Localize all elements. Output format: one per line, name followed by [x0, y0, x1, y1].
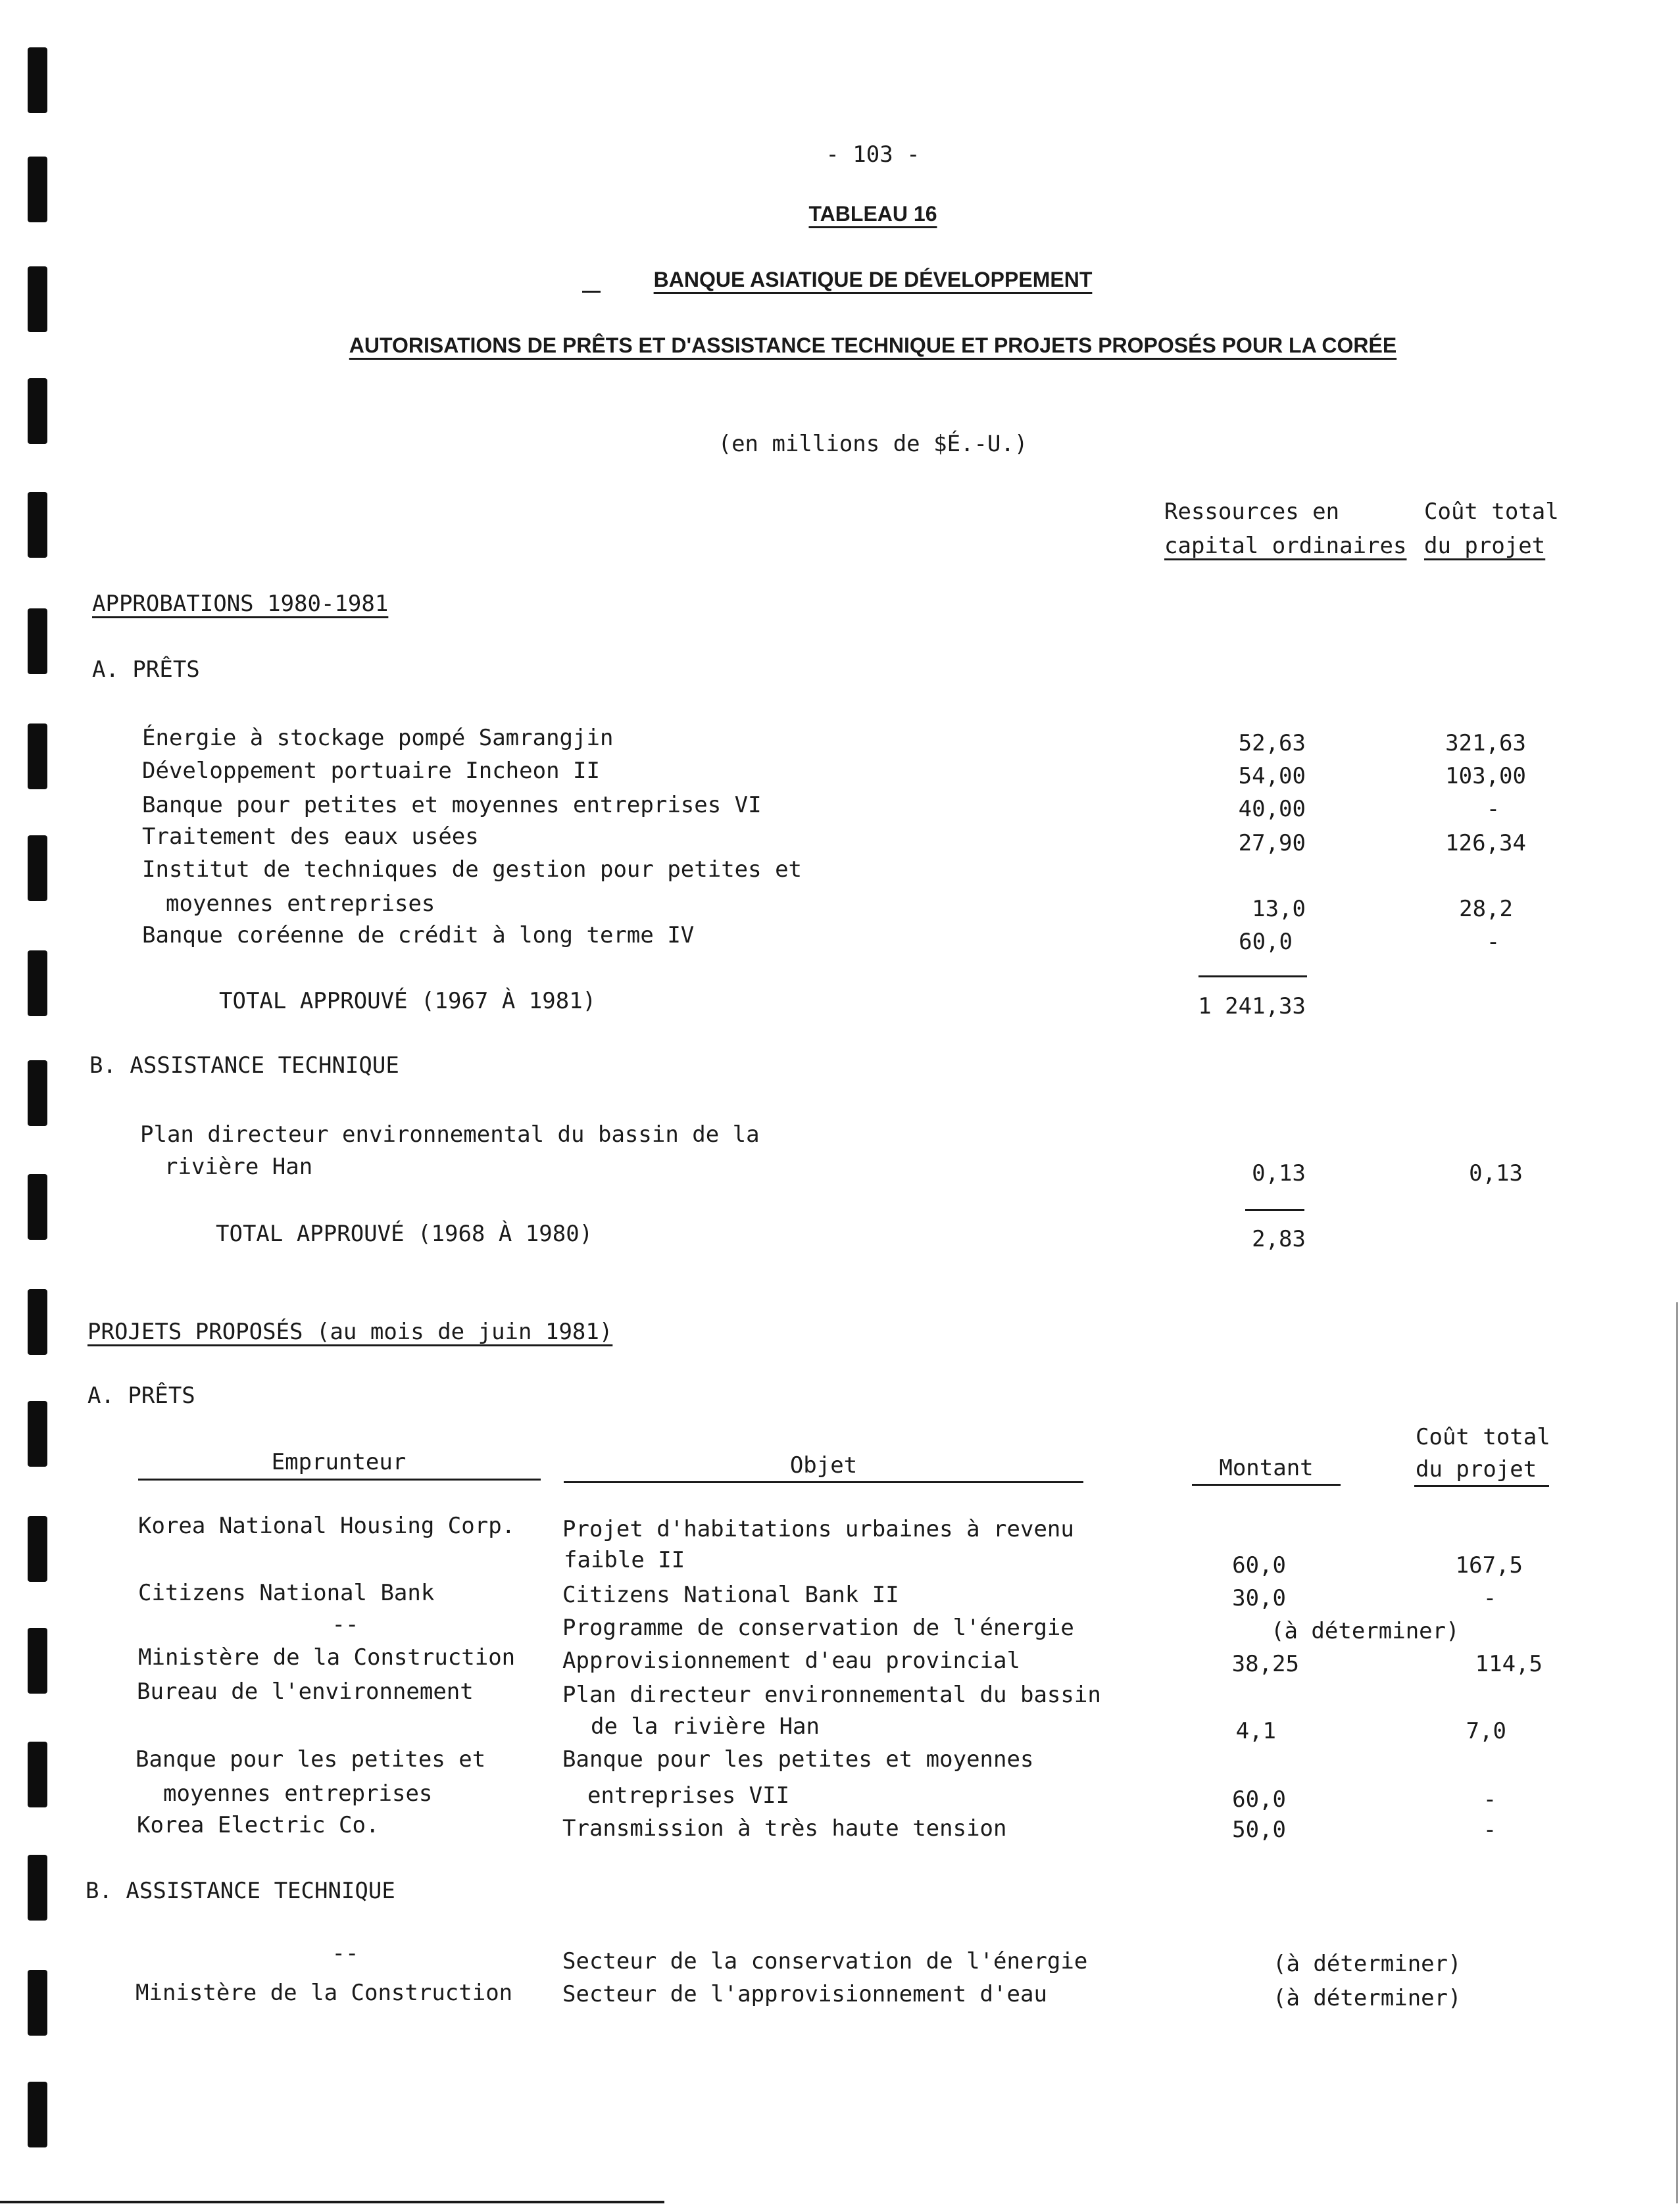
total-rule	[1198, 975, 1307, 977]
ta-name-continued: rivière Han	[164, 1154, 313, 1180]
column-rule	[564, 1481, 1083, 1483]
column-rule	[138, 1479, 541, 1481]
binding-mark	[28, 1742, 47, 1807]
binding-mark	[28, 608, 47, 674]
amount-cell: 4,1	[1235, 1718, 1276, 1744]
binding-mark	[28, 723, 47, 789]
borrower-cell: Banque pour les petites et	[136, 1746, 486, 1773]
borrower-cell: Korea National Housing Corp.	[138, 1513, 516, 1539]
loan-total: 103,00	[1445, 763, 1526, 789]
ta-total-label: TOTAL APPROUVÉ (1968 À 1980)	[216, 1221, 593, 1247]
total-cell: -	[1483, 1585, 1497, 1611]
loan-resources: 40,00	[1238, 796, 1306, 822]
object-cell-continued: entreprises VII	[587, 1782, 790, 1809]
ta-resources: 0,13	[1252, 1160, 1306, 1187]
amount-note-cell: (à déterminer)	[1271, 1618, 1460, 1644]
total-cell: 114,5	[1475, 1651, 1543, 1677]
binding-mark	[28, 1401, 47, 1467]
ta-total-value: 2,83	[1252, 1226, 1306, 1252]
loans-total-label: TOTAL APPROUVÉ (1967 À 1981)	[219, 988, 597, 1014]
object-cell-continued: de la rivière Han	[591, 1713, 820, 1740]
column-header-object: Objet	[789, 1452, 858, 1479]
binding-mark	[28, 1855, 47, 1921]
column-header-total-cost: Coût total	[1416, 1424, 1550, 1450]
binding-mark	[28, 1628, 47, 1694]
amount-cell: 50,0	[1232, 1817, 1286, 1843]
column-header-resources-line2: capital ordinaires	[1164, 533, 1407, 559]
loan-name: Banque pour petites et moyennes entreprises VI	[142, 792, 762, 818]
borrower-cell: Korea Electric Co.	[137, 1812, 380, 1838]
binding-mark	[28, 1060, 47, 1126]
total-rule	[1245, 1209, 1304, 1211]
subsection-heading-loans: A. PRÊTS	[92, 656, 200, 683]
units-note: (en millions de $É.-U.)	[718, 431, 1028, 457]
borrower-cell: --	[332, 1611, 359, 1638]
subsection-heading-proposed-loans: A. PRÊTS	[87, 1383, 195, 1409]
loan-resources: 27,90	[1238, 830, 1306, 856]
borrower-cell: Bureau de l'environnement	[137, 1679, 474, 1705]
binding-mark	[28, 1516, 47, 1582]
object-cell: Transmission à très haute tension	[562, 1815, 1007, 1842]
column-header-total-cost-line2: du projet	[1416, 1456, 1537, 1483]
object-cell: Citizens National Bank II	[562, 1582, 899, 1608]
loan-name: Énergie à stockage pompé Samrangjin	[142, 725, 614, 751]
amount-note-cell: (à déterminer)	[1273, 1985, 1462, 2011]
loan-total: 126,34	[1445, 830, 1526, 856]
loan-total: 28,2	[1459, 896, 1513, 922]
ta-total: 0,13	[1469, 1160, 1523, 1187]
scan-edge-right	[1676, 1302, 1678, 2203]
amount-note-cell: (à déterminer)	[1273, 1951, 1462, 1977]
binding-mark	[28, 2082, 47, 2147]
binding-mark	[28, 266, 47, 332]
loan-resources: 60,0	[1239, 929, 1293, 955]
column-rule	[1414, 1485, 1549, 1487]
loan-name-continued: moyennes entreprises	[166, 891, 435, 917]
borrower-cell: Ministère de la Construction	[136, 1980, 513, 2006]
ta-name: Plan directeur environnemental du bassin de la	[140, 1121, 760, 1148]
binding-mark	[28, 835, 47, 901]
amount-cell: 38,25	[1231, 1651, 1299, 1677]
object-cell: Banque pour les petites et moyennes	[562, 1746, 1034, 1773]
object-cell-continued: faible II	[564, 1547, 685, 1573]
table-title: TABLEAU 16	[808, 202, 937, 226]
column-rule	[1192, 1484, 1341, 1486]
loans-total-value: 1 241,33	[1198, 993, 1306, 1019]
loan-resources: 54,00	[1238, 763, 1306, 789]
column-header-resources: Ressources en	[1164, 499, 1340, 525]
subsection-heading-proposed-technical-assistance: B. ASSISTANCE TECHNIQUE	[86, 1878, 395, 1904]
total-cell: -	[1483, 1817, 1497, 1843]
binding-mark	[28, 492, 47, 558]
column-header-borrower: Emprunteur	[271, 1449, 407, 1475]
borrower-cell: Ministère de la Construction	[138, 1644, 516, 1671]
borrower-cell: Citizens National Bank	[138, 1580, 435, 1606]
binding-mark	[28, 1174, 47, 1240]
scan-edge-bottom	[0, 2201, 664, 2203]
loan-total: -	[1486, 929, 1500, 955]
amount-cell: 60,0	[1232, 1786, 1286, 1813]
column-header-total-cost: Coût total	[1424, 499, 1559, 525]
table-subtitle: AUTORISATIONS DE PRÊTS ET D'ASSISTANCE TECHNIQUE ET PROJETS PROPOSÉS POUR LA CORÉE	[349, 333, 1397, 357]
borrower-cell-continued: moyennes entreprises	[163, 1780, 433, 1807]
borrower-cell: --	[332, 1940, 359, 1967]
column-header-amount: Montant	[1219, 1455, 1314, 1481]
subsection-heading-technical-assistance: B. ASSISTANCE TECHNIQUE	[89, 1052, 399, 1079]
total-cell: -	[1483, 1786, 1497, 1813]
loan-resources: 13,0	[1252, 896, 1306, 922]
total-cell: 167,5	[1455, 1552, 1523, 1579]
binding-mark	[28, 1970, 47, 2036]
loan-name: Banque coréenne de crédit à long terme IV	[142, 922, 695, 948]
binding-mark	[28, 157, 47, 222]
binding-mark	[28, 47, 47, 113]
binding-mark	[28, 378, 47, 444]
total-cell: 7,0	[1466, 1718, 1506, 1744]
loan-name: Institut de techniques de gestion pour petites et	[142, 856, 803, 883]
binding-mark	[28, 1289, 47, 1355]
object-cell: Secteur de la conservation de l'énergie	[562, 1948, 1088, 1974]
page-number: - 103 -	[826, 141, 920, 168]
section-heading-proposed: PROJETS PROPOSÉS (au mois de juin 1981)	[87, 1319, 613, 1345]
binding-mark	[28, 950, 47, 1016]
column-header-total-cost-line2: du projet	[1424, 533, 1546, 559]
object-cell: Plan directeur environnemental du bassin	[562, 1682, 1101, 1708]
loan-name: Développement portuaire Incheon II	[142, 758, 600, 784]
loan-resources: 52,63	[1238, 730, 1306, 756]
object-cell: Projet d'habitations urbaines à revenu	[562, 1516, 1074, 1542]
object-cell: Secteur de l'approvisionnement d'eau	[562, 1981, 1047, 2007]
loan-total: 321,63	[1445, 730, 1526, 756]
section-heading-approvals: APPROBATIONS 1980-1981	[92, 591, 389, 617]
loan-total: -	[1486, 796, 1500, 822]
amount-cell: 60,0	[1232, 1552, 1286, 1579]
institution-title: BANQUE ASIATIQUE DE DÉVELOPPEMENT	[653, 268, 1093, 291]
amount-cell: 30,0	[1232, 1585, 1286, 1611]
loan-name: Traitement des eaux usées	[142, 823, 479, 850]
object-cell: Approvisionnement d'eau provincial	[562, 1648, 1020, 1674]
object-cell: Programme de conservation de l'énergie	[562, 1615, 1074, 1641]
